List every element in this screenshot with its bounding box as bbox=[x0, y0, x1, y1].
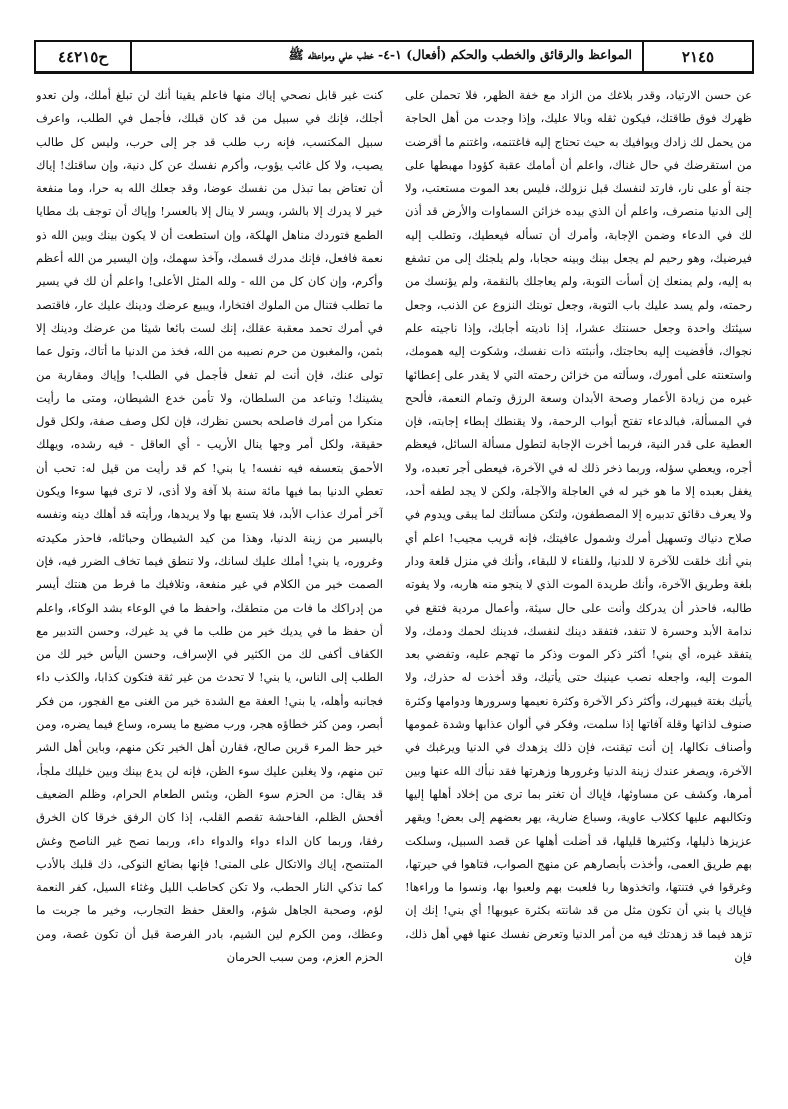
left-column-text: كنت غير قابل نصحي إياك منها فاعلم يقينا أنك لن تبلغ أملك، ولن تعدو أجلك، فإنك في سبيل من قد كان قبلك، فأجمل في الطلب، واعرف سبيل المكتسب، فإنه رب طلب قد جر إلى حرب، وليس كل طالب يصيب، ولا كل غائب يؤوب، وأكرم نفسك عن كل دنية، وإن ساقتك! إياك أن تعتاض بما تبذل من نفسك عوضا، وقد جعلك الله به حرا، وما منفعة خير لا يدرك إلا بالشر، ويسر لا ينال إلا بالعسر! وإياك أن توجف بك مطايا الطمع فتوردك مناهل الهلكة، وإن استطعت أن لا يكون بينك وبين الله ذو نعمة فافعل، فإنك مدرك قسمك، وآخذ سهمك، وإن اليسير من الله أعظم وأكرم، وإن كان كل من الله - ولله المثل الأعلى! واعلم أن لك في يسير ما تطلب فتنال من الملوك افتخارا، ويبيع عرضك ودينك عليك عار، فاقتصد في أمرك تحمد معقبة عقلك، إنك لست بائعا شيئا من عرضك ودينك إلا بثمن، والمغبون من حرم نصيبه من الله، فخذ من الدنيا ما أتاك، وتول عما تولى عنك، فإن أنت لم تفعل فأجمل في الطلب! وإياك ومقاربة من يشينك! وتباعد من السلطان، ولا تأمن خدع الشيطان، ومتى ما رأيت منكرا من أمرك فاصلحه بحسن نظرك، فإن لكل وصف صفة، ولكل قول حقيقة، ولكل أمر وجها ينال الأريب - أي العاقل - فيه رشده، ويهلك الأحمق بتعسفه فيه نفسه! يا بني! كم قد رأيت من قيل له: تحب أن تعطي الدنيا بما فيها مائة سنة بلا آفة ولا أذى، لا ترى فيها سوءا ويكون آخر أمرك عذاب الأبد، فلا يتسع بها ولا يريدها، ورأيته قد أهلك دينه ونفسه باليسير من زينة الدنيا، وهذا من كيد الشيطان وحبائله، فاحذر مكيدته وغروره، يا بني! أملك عليك لسانك، ولا تنطق فيما تخاف الضرر فيه، فإن الصمت خير من الكلام في غير منفعة، وتلافيك ما فرط من هنتك أيسر من إدراكك ما فات من منطقك، واحفظ ما في الوعاء بشد الوكاء، واعلم أن حفظ ما في يديك خير من طلب ما في يد غيرك، وحسن التدبير مع الكفاف أكفى لك من الكثير في الإسراف، وحسن اليأس خير لك من الطلب إلى الناس، يا بني! لا تحدث من غير ثقة فتكون كذابا، والكذب داء فجانبه وأهله، يا بني! العفة مع الشدة خير من الغنى مع الفجور، من فكر أبصر، ومن كثر خطاؤه هجر، ورب مضيع ما يسره، وساع فيما يضره، ومن خير حظ المرء قرين صالح، فقارن أهل الخير تكن منهم، وباين أهل الشر تبن منهم، ولا يغلبن عليك سوء الظن، فإنه لن يدع بينك وبين خليلك ملجأ، قد يقال: من الحزم سوء الظن، وبئس الطعام الحرام، وظلم الضعيف أفحش الظلم، الفاحشة تقصم القلب، إذا كان الرفق خرقا كان الخرق رفقا، وربما كان الداء دواء والدواء داء، وربما نصح غير الناصح وغش المتنصح، إياك والاتكال على المنى! فإنها بضائع النوكى، ذك قلبك بالأدب كما تذكي النار الحطب، ولا تكن كحاطب الليل وغثاء السيل، كفر النعمة لؤم، وصحبة الجاهل شؤم، والعقل حفظ التجارب، وخير ما جربت ما وعظك، ومن الكرم لين الشيم، بادر الفرصة قبل أن تكون غصة، ومن الحزم العزم، ومن سبب الحرمان bbox=[36, 88, 383, 964]
running-title: المواعظ والرقائق والخطب والحكم (أفعال) ١-٤- خطب علي ومواعظه ﷺ bbox=[288, 47, 632, 62]
right-column-text: عن حسن الارتياد، وقدر بلاغك من الزاد مع خفة الظهر، فلا تحملن على ظهرك فوق طاقتك، فيكون ثقله وبالا عليك، وإذا وجدت من أهل الحاجة من يحمل لك زادك ويوافيك به حيث تحتاج إليه فاغتنمه، واغتنم ما أقرضت من استقرضك في حال غناك، واعلم أن أمامك عقبة كؤودا مهبطها على جنة أو على نار، فارتد لنفسك قبل نزولك، فليس بعد الموت مستعتب، ولا إلى الدنيا منصرف، واعلم أن الذي بيده خزائن السماوات والأرض قد أذن لك في الدعاء وضمن الإجابة، وأمرك أن تسأله فيعطيك، وتطلب إليه فيرضيك، وهو رحيم لم يجعل بينك وبينه حجابا، ولم يلجئك إلى من تشفع به إليه، ولم يمنعك إن أسأت التوبة، ولم يعاجلك بالنقمة، ولم يؤنسك من رحمته، ولم يسد عليك باب التوبة، وجعل توبتك النزوع عن الذنب، وجعل سيئتك واحدة وجعل حسنتك عشرا، إذا ناديته أجابك، وإذا ناجيته علم نجواك، فأفضيت إليه بحاجتك، وأنبثته ذات نفسك، وشكوت إليه همومك، واستعنته على أمورك، وسألته من خزائن رحمته التي لا يقدر على إعطائها غيره من زيادة الأعمار وصحة الأبدان وسعة الرزق وتمام النعمة، فألحح في المسألة، فبالدعاء تفتح أبواب الرحمة، ولا يقنطك إبطاء إجابته، فإن العطية على قدر النية، فربما أخرت الإجابة لتطول مسألة السائل، فيعظم أجره، ويعطي سؤله، وربما ذخر ذلك له في الآخرة، فيعطى أجر تعبده، ولا يغفل بعبده إلا ما هو خير له في العاجلة والآجلة، ولكن لا يجد لطفه أحد، ولا يعرف دقائق تدبيره إلا المصطفون، ولتكن مسألتك لما يبقى ويدوم في صلاح دنياك وتسهيل أمرك وشمول عافيتك، فإنه قريب مجيب! اعلم أي بني أنك خلقت للآخرة لا للدنيا، وللفناء لا للبقاء، وأنك في منزل قلعة ودار بلغة وطريق الآخرة، وأنك طريدة الموت الذي لا ينجو منه هاربه، ولا يفوته طالبه، فاحذر أن يدركك وأنت على حال سيئة، وأعمال مردية فتقع في ندامة الأبد وحسرة لا تنفد، فتفقد دينك لنفسك، فدينك لحمك ودمك، ولا يتفقد غيره، أي بني! أكثر ذكر الموت وذكر ما تهجم عليه، وتفضي بعد الموت إليه، واجعله نصب عينيك حتى يأتيك، وقد أخذت له حذرك، ولا يأتيك بغتة فيبهرك، وأكثر ذكر الآخرة وكثرة نعيمها وسرورها ودوامها وكثرة صنوف لذاتها وقلة آفاتها إذا سلمت، وفكر في ألوان عذابها وشدة غمومها وأصناف نكالها، إن أنت تيقنت، فإن ذلك يزهدك في الدنيا ويرغبك في الآخرة، ويصغر عندك زينة الدنيا وغرورها وزهرتها فقد نبأك الله عنها وبين أمرها، وكشف عن مساوئها، فإياك أن تغتر بما ترى من إخلاد أهلها إليها وتكالبهم عليها ككلاب عاوية، وسباع ضارية، يهر بعضهم إلى بعض! ويقهر عزيزها ذليلها، وكثيرها قليلها، قد أضلت أهلها عن قصد السبيل، وسلكت بهم طريق العمى، وأخذت بأبصارهم عن منهج الصواب، فتاهوا في حيرتها، وغرقوا في فتنتها، واتخذوها ربا فلعبت بهم ولعبوا بها، ونسوا ما وراءها! فإياك يا بني أن تكون مثل من قد شانته بكثرة عيوبها! أي بني! إنك إن تزهد فيما قد زهدتك فيه من أمر الدنيا وتعرض نفسك عنها فهي أهل ذلك، فإن bbox=[405, 88, 752, 964]
left-column bbox=[36, 84, 383, 1080]
hadith-reference: ح٤٤٢١٥ bbox=[36, 42, 132, 71]
right-column bbox=[405, 84, 752, 1080]
text-columns bbox=[36, 84, 752, 1080]
page-header bbox=[34, 40, 754, 74]
page-number: ٢١٤٥ bbox=[642, 42, 752, 71]
